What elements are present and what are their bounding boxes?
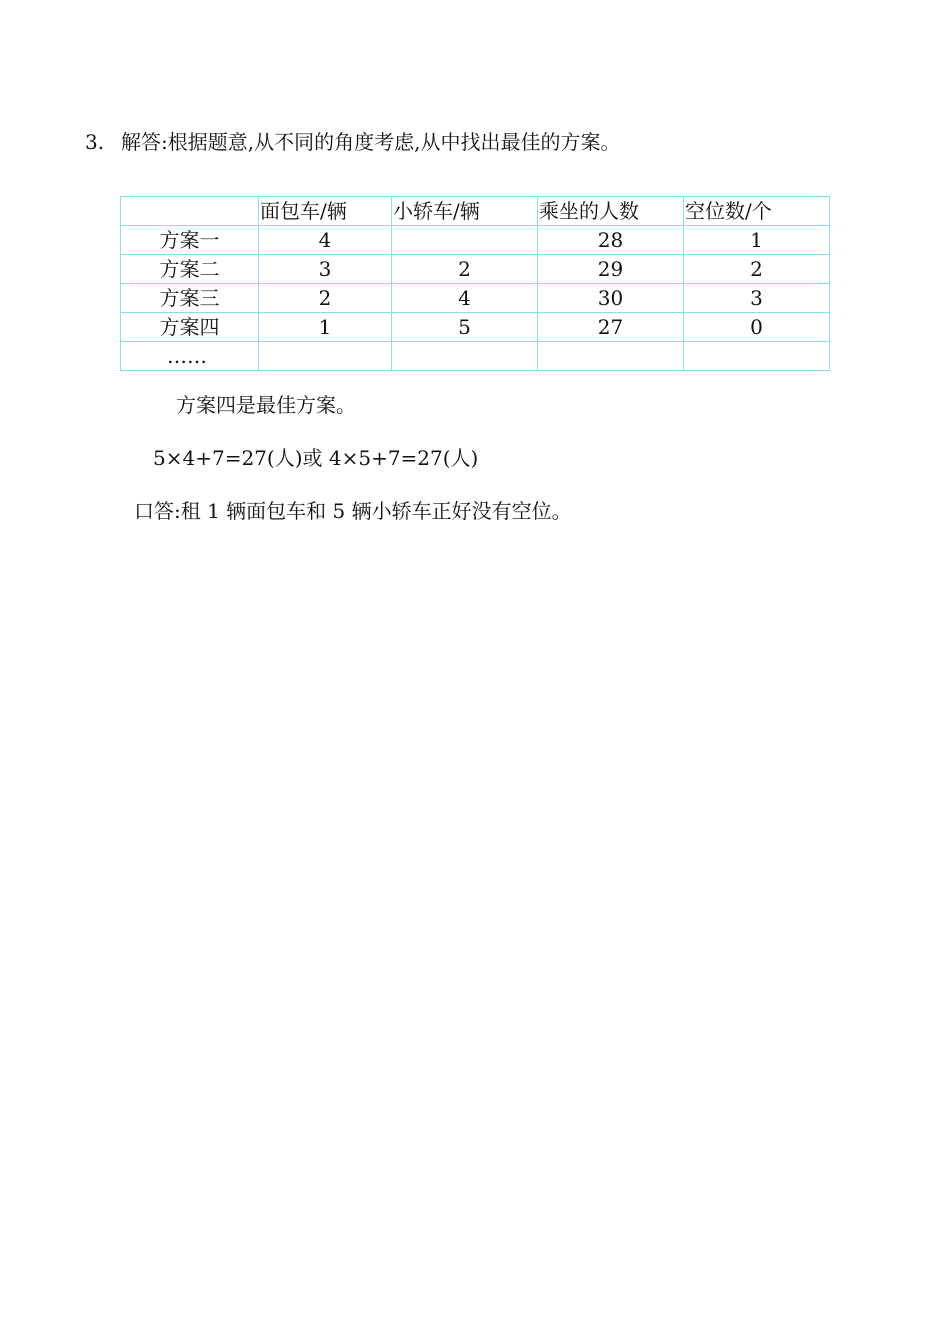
table-row	[121, 313, 830, 342]
header-cell-passengers: 乘坐的人数	[538, 197, 684, 226]
passenger-count-cell: 30	[538, 284, 684, 313]
row-label: 方案二	[121, 255, 259, 284]
header-cell-van: 面包车/辆	[259, 197, 392, 226]
car-count-cell: 4	[392, 284, 538, 313]
passenger-count-cell	[538, 342, 684, 371]
van-count-cell: 4	[259, 226, 392, 255]
table-row	[121, 284, 830, 313]
car-count-cell	[392, 342, 538, 371]
empty-seat-cell: 1	[684, 226, 830, 255]
row-label-ellipsis: ……	[121, 342, 259, 371]
van-count-cell	[259, 342, 392, 371]
van-count-cell: 3	[259, 255, 392, 284]
table-row	[121, 226, 830, 255]
van-count-cell: 2	[259, 284, 392, 313]
row-label: 方案三	[121, 284, 259, 313]
question-intro-text: 解答:根据题意,从不同的角度考虑,从中找出最佳的方案。	[121, 130, 621, 154]
table-row	[121, 255, 830, 284]
header-cell-empty	[121, 197, 259, 226]
row-label: 方案四	[121, 313, 259, 342]
passenger-count-cell: 29	[538, 255, 684, 284]
question-number: 3.	[85, 130, 105, 154]
empty-seat-cell: 3	[684, 284, 830, 313]
table-header-row	[121, 197, 830, 226]
question-heading	[85, 130, 620, 154]
conclusion-text: 方案四是最佳方案。	[176, 393, 356, 417]
empty-seat-cell: 0	[684, 313, 830, 342]
answer-text: 口答:租 1 辆面包车和 5 辆小轿车正好没有空位。	[134, 499, 572, 523]
header-cell-empty-seats: 空位数/个	[684, 197, 830, 226]
equation-text: 5×4+7=27(人)或 4×5+7=27(人)	[153, 446, 479, 470]
plan-table	[120, 196, 830, 371]
table-row	[121, 342, 830, 371]
passenger-count-cell: 27	[538, 313, 684, 342]
car-count-cell: 5	[392, 313, 538, 342]
empty-seat-cell: 2	[684, 255, 830, 284]
passenger-count-cell: 28	[538, 226, 684, 255]
van-count-cell: 1	[259, 313, 392, 342]
row-label: 方案一	[121, 226, 259, 255]
car-count-cell	[392, 226, 538, 255]
header-cell-car: 小轿车/辆	[392, 197, 538, 226]
empty-seat-cell	[684, 342, 830, 371]
car-count-cell: 2	[392, 255, 538, 284]
